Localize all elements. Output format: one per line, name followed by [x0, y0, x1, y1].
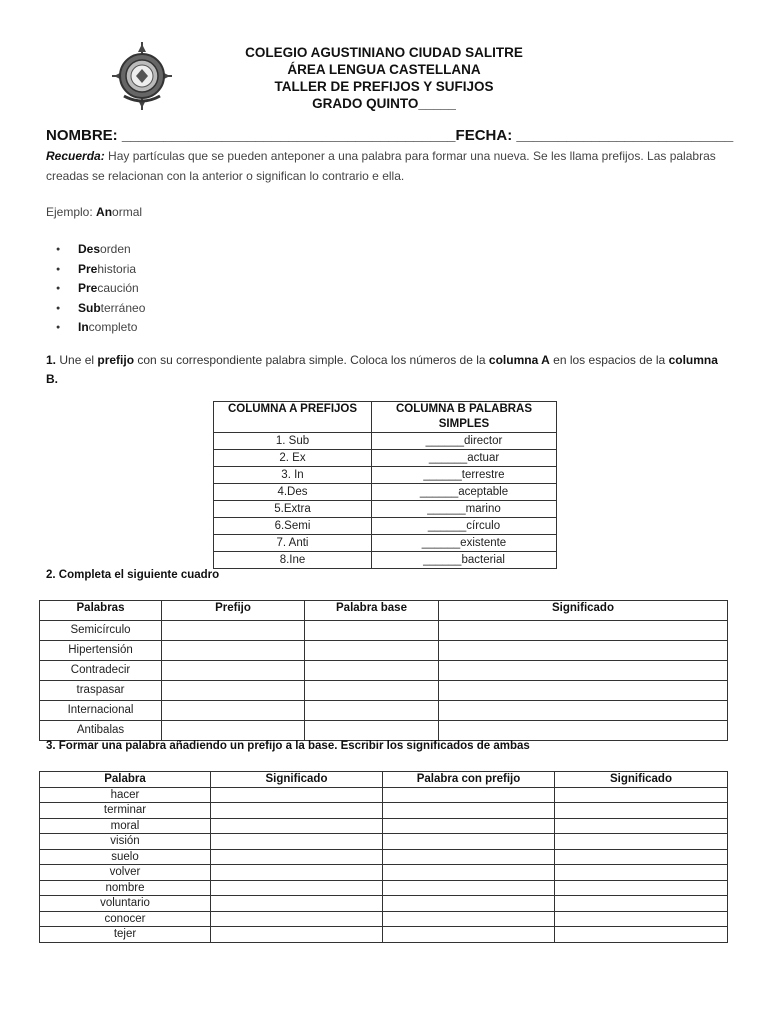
- document-header: [180, 44, 588, 112]
- prefixed-word-answer-cell[interactable]: [383, 834, 555, 850]
- meaning-answer-cell[interactable]: [211, 818, 383, 834]
- prefix-cell: 6.Semi: [214, 518, 372, 535]
- base-word-answer-cell[interactable]: [305, 681, 439, 701]
- meaning-answer-cell[interactable]: [439, 681, 728, 701]
- prefixed-word-answer-cell[interactable]: [383, 911, 555, 927]
- matching-table: [213, 401, 557, 569]
- word-formation-table: [39, 771, 728, 943]
- meaning-answer-cell[interactable]: [211, 803, 383, 819]
- prefix-answer-cell[interactable]: [162, 721, 305, 741]
- prefix-cell: 8.Ine: [214, 552, 372, 569]
- base-word-cell: moral: [40, 818, 211, 834]
- table-row: [214, 450, 557, 467]
- meaning-answer-cell[interactable]: [211, 787, 383, 803]
- column-header: Palabras: [40, 601, 162, 621]
- prefixed-word-answer-cell[interactable]: [383, 896, 555, 912]
- prefix-cell: 5.Extra: [214, 501, 372, 518]
- word-cell: Hipertensión: [40, 641, 162, 661]
- bullet-rest: completo: [88, 320, 138, 334]
- example-label: Ejemplo:: [46, 205, 97, 219]
- name-field[interactable]: NOMBRE: ________________________________________: [46, 127, 456, 144]
- question-2-title: 2. Completa el siguiente cuadro: [46, 569, 220, 581]
- meaning-answer-cell[interactable]: [211, 849, 383, 865]
- question-1-instructions: [46, 351, 726, 389]
- prefix-cell: 4.Des: [214, 484, 372, 501]
- word-cell: Antibalas: [40, 721, 162, 741]
- base-word-answer-cell[interactable]: [305, 621, 439, 641]
- table-row: [40, 927, 728, 943]
- list-item: [46, 240, 145, 260]
- base-word-cell: tejer: [40, 927, 211, 943]
- column-header: Palabra base: [305, 601, 439, 621]
- column-header: Palabra con prefijo: [383, 772, 555, 788]
- table-row: [214, 535, 557, 552]
- q1-text: en los espacios de la: [549, 353, 669, 367]
- area-name: ÁREA LENGUA CASTELLANA: [287, 62, 481, 77]
- prefixed-word-answer-cell[interactable]: [383, 849, 555, 865]
- base-word-answer-cell[interactable]: [305, 721, 439, 741]
- prefix-answer-cell[interactable]: [162, 701, 305, 721]
- bullet-rest: terráneo: [100, 300, 146, 315]
- date-field[interactable]: FECHA: __________________________: [455, 127, 734, 144]
- table-row: [40, 849, 728, 865]
- table-row: [40, 721, 728, 741]
- word-cell: Contradecir: [40, 661, 162, 681]
- prefixed-meaning-answer-cell[interactable]: [555, 834, 728, 850]
- meaning-answer-cell[interactable]: [211, 880, 383, 896]
- example-rest: ormal: [112, 205, 143, 219]
- table-row: [40, 911, 728, 927]
- prefixed-meaning-answer-cell[interactable]: [555, 849, 728, 865]
- base-word-cell: voluntario: [40, 896, 211, 912]
- bullet-prefix: In: [78, 320, 89, 334]
- simple-word-cell[interactable]: ______terrestre: [372, 467, 557, 484]
- base-word-cell: suelo: [40, 849, 211, 865]
- q1-text: con su correspondiente palabra simple. Coloca los números de la: [134, 353, 489, 367]
- prefixed-meaning-answer-cell[interactable]: [555, 803, 728, 819]
- grade-line: GRADO QUINTO_____: [312, 96, 456, 111]
- simple-word-cell[interactable]: ______director: [372, 433, 557, 450]
- prefixed-meaning-answer-cell[interactable]: [555, 818, 728, 834]
- word-cell: Semicírculo: [40, 621, 162, 641]
- prefix-cell: 2. Ex: [214, 450, 372, 467]
- prefixed-meaning-answer-cell[interactable]: [555, 787, 728, 803]
- table-row: [40, 865, 728, 881]
- question-number: 1.: [46, 353, 57, 367]
- meaning-answer-cell[interactable]: [211, 927, 383, 943]
- prefix-answer-cell[interactable]: [162, 621, 305, 641]
- table-row: [40, 896, 728, 912]
- question-3-title: 3. Formar una palabra añadiendo un prefijo a la base. Escribir los significados de ambas: [46, 740, 530, 752]
- prefixed-meaning-answer-cell[interactable]: [555, 911, 728, 927]
- simple-word-cell[interactable]: ______bacterial: [372, 552, 557, 569]
- table-row: [40, 641, 728, 661]
- prefixed-word-answer-cell[interactable]: [383, 880, 555, 896]
- table-row: [40, 834, 728, 850]
- simple-word-cell[interactable]: ______círculo: [372, 518, 557, 535]
- prefixed-word-answer-cell[interactable]: [383, 803, 555, 819]
- base-word-answer-cell[interactable]: [305, 641, 439, 661]
- base-word-cell: nombre: [40, 880, 211, 896]
- intro-text: Hay partículas que se pueden anteponer a una palabra para formar una nueva. Se les llama prefijos. Las palabras creadas se relacionan con la anterior o significan lo contrario e ella.: [46, 149, 716, 183]
- table-row: [40, 701, 728, 721]
- prefixed-word-answer-cell[interactable]: [383, 818, 555, 834]
- intro-lead: Recuerda:: [46, 149, 105, 163]
- prefix-breakdown-body: [40, 621, 728, 741]
- word-formation-body: [40, 787, 728, 942]
- table-row: [40, 880, 728, 896]
- prefix-answer-cell[interactable]: [162, 681, 305, 701]
- bullet-rest: historia: [97, 261, 137, 276]
- intro-paragraph: [46, 147, 716, 186]
- bullet-rest: orden: [100, 242, 131, 256]
- bullet-prefix: Des: [78, 242, 101, 256]
- meaning-answer-cell[interactable]: [211, 834, 383, 850]
- prefix-breakdown-table: [39, 600, 728, 741]
- table-header-row: [214, 402, 557, 433]
- table-row: [40, 787, 728, 803]
- prefix-cell: 7. Anti: [214, 535, 372, 552]
- example-prefix: An: [96, 205, 113, 219]
- meaning-answer-cell[interactable]: [439, 721, 728, 741]
- base-word-cell: terminar: [40, 803, 211, 819]
- student-info-line: [46, 127, 734, 144]
- table-header-row: [40, 601, 728, 621]
- bullet-prefix: Pre: [78, 281, 98, 295]
- table-row: [40, 818, 728, 834]
- column-header: Prefijo: [162, 601, 305, 621]
- school-name: COLEGIO AGUSTINIANO CIUDAD SALITRE: [245, 45, 523, 60]
- column-header: Palabra: [40, 772, 211, 788]
- prefixed-word-answer-cell[interactable]: [383, 787, 555, 803]
- meaning-answer-cell[interactable]: [211, 865, 383, 881]
- meaning-answer-cell[interactable]: [439, 661, 728, 681]
- prefixed-meaning-answer-cell[interactable]: [555, 865, 728, 881]
- q1-text: Une el: [56, 353, 98, 367]
- base-word-cell: conocer: [40, 911, 211, 927]
- prefixed-meaning-answer-cell[interactable]: [555, 927, 728, 943]
- base-word-answer-cell[interactable]: [305, 701, 439, 721]
- table-row: [40, 803, 728, 819]
- prefixed-meaning-answer-cell[interactable]: [555, 880, 728, 896]
- table-header-row: [40, 772, 728, 788]
- column-header: Significado: [555, 772, 728, 788]
- column-header: COLUMNA B PALABRAS SIMPLES: [372, 402, 557, 433]
- column-header: Significado: [439, 601, 728, 621]
- workshop-title: TALLER DE PREFIJOS Y SUFIJOS: [274, 79, 494, 94]
- prefix-cell: 1. Sub: [214, 433, 372, 450]
- list-item: [46, 299, 145, 319]
- table-row: [214, 518, 557, 535]
- list-item: [46, 279, 145, 299]
- prefixed-word-answer-cell[interactable]: [383, 927, 555, 943]
- meaning-answer-cell[interactable]: [439, 641, 728, 661]
- base-word-cell: hacer: [40, 787, 211, 803]
- meaning-answer-cell[interactable]: [439, 701, 728, 721]
- prefixed-word-answer-cell[interactable]: [383, 865, 555, 881]
- simple-word-cell[interactable]: ______actuar: [372, 450, 557, 467]
- q1-bold: prefijo: [97, 353, 135, 367]
- table-row: [214, 433, 557, 450]
- simple-word-cell[interactable]: ______marino: [372, 501, 557, 518]
- prefix-cell: 3. In: [214, 467, 372, 484]
- table-row: [214, 467, 557, 484]
- matching-table-body: [214, 433, 557, 569]
- word-cell: Internacional: [40, 701, 162, 721]
- column-header: Significado: [211, 772, 383, 788]
- list-item: [46, 318, 145, 338]
- table-row: [40, 661, 728, 681]
- simple-word-cell[interactable]: ______aceptable: [372, 484, 557, 501]
- school-crest-logo: [110, 40, 174, 112]
- simple-word-cell[interactable]: ______existente: [372, 535, 557, 552]
- column-header: COLUMNA A PREFIJOS: [214, 402, 372, 433]
- meaning-answer-cell[interactable]: [439, 621, 728, 641]
- table-row: [40, 681, 728, 701]
- base-word-cell: volver: [40, 865, 211, 881]
- base-word-cell: visión: [40, 834, 211, 850]
- prefix-answer-cell[interactable]: [162, 641, 305, 661]
- meaning-answer-cell[interactable]: [211, 896, 383, 912]
- meaning-answer-cell[interactable]: [211, 911, 383, 927]
- prefix-examples-list: [46, 240, 145, 338]
- q1-bold: columna B.: [46, 353, 718, 386]
- q1-bold: columna A: [488, 353, 550, 367]
- bullet-prefix: Pre: [78, 261, 98, 276]
- example-line: [46, 205, 142, 219]
- table-row: [40, 621, 728, 641]
- word-cell: traspasar: [40, 681, 162, 701]
- bullet-prefix: Sub: [78, 300, 101, 315]
- list-item: [46, 260, 145, 280]
- prefixed-meaning-answer-cell[interactable]: [555, 896, 728, 912]
- base-word-answer-cell[interactable]: [305, 661, 439, 681]
- table-row: [214, 501, 557, 518]
- table-row: [214, 484, 557, 501]
- prefix-answer-cell[interactable]: [162, 661, 305, 681]
- bullet-rest: caución: [97, 281, 139, 295]
- table-row: [214, 552, 557, 569]
